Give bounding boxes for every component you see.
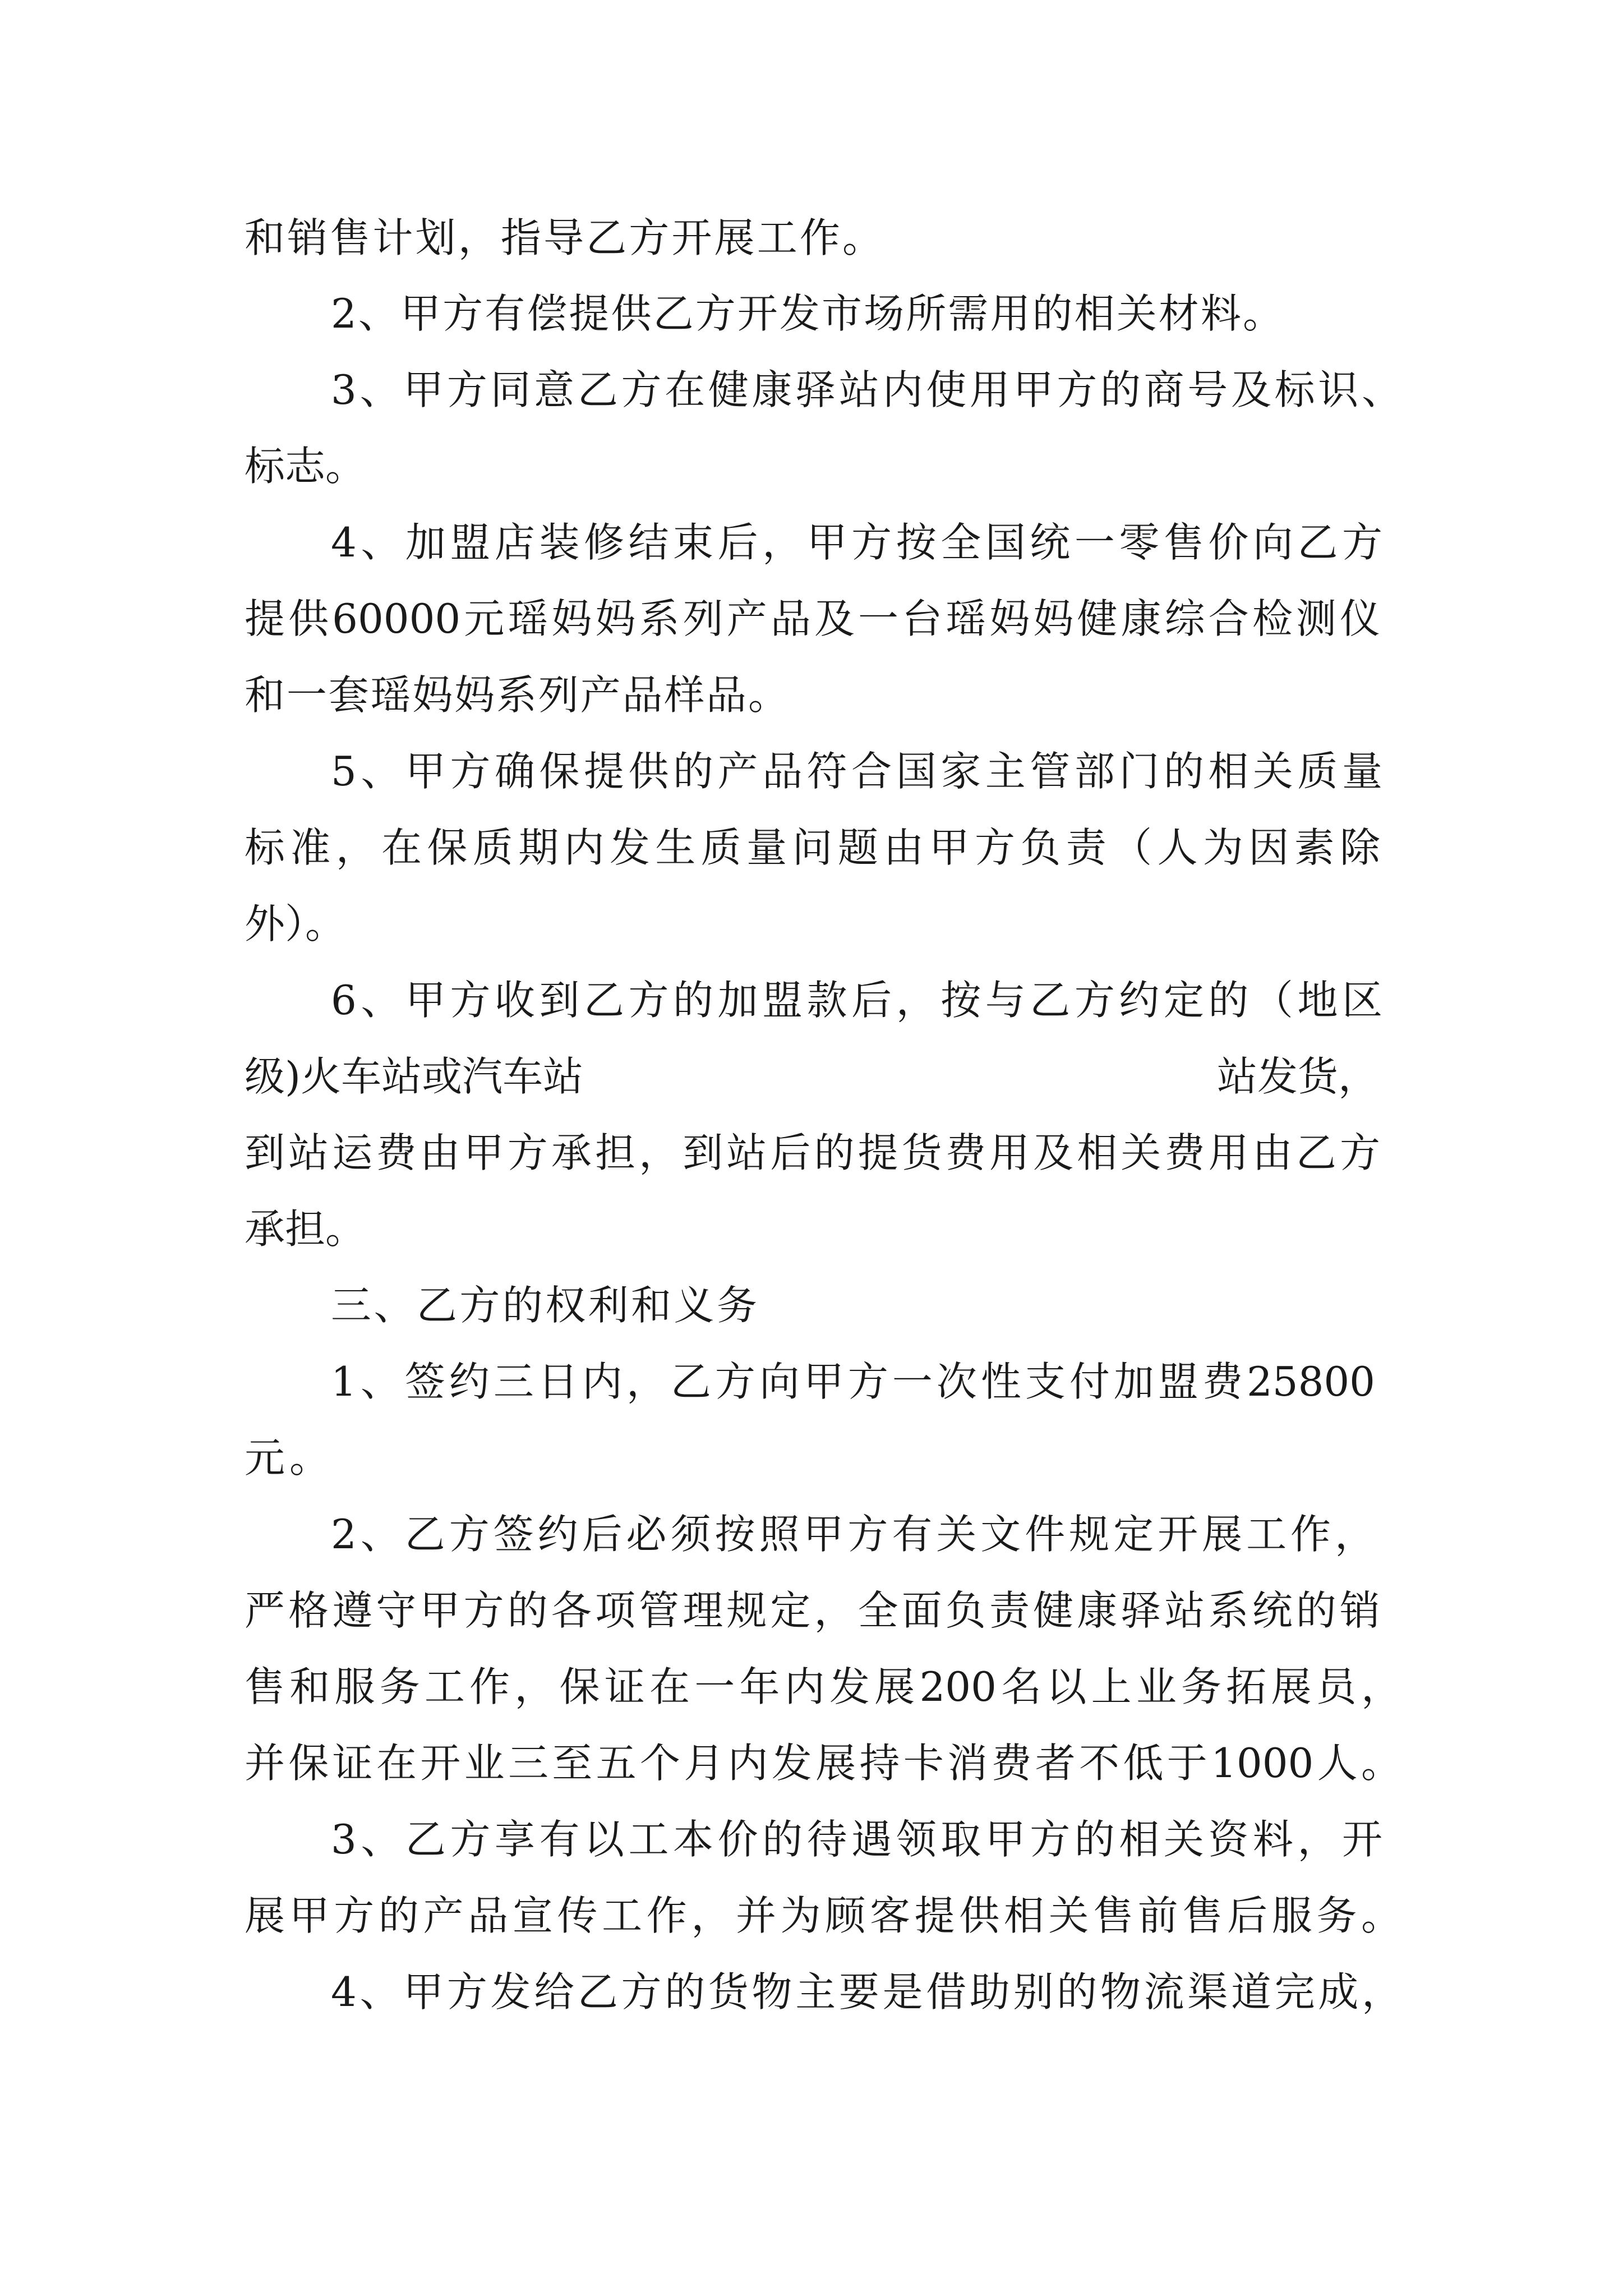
text-line: 外）。 [245,900,346,947]
text-line: 提供60000元瑶妈妈系列产品及一台瑶妈妈健康综合检测仪 [245,595,1380,642]
text-line: 5、甲方确保提供的产品符合国家主管部门的相关质量 [331,748,1382,795]
text-line: 元。 [245,1434,330,1481]
text-line: 4、加盟店装修结束后，甲方按全国统一零售价向乙方 [331,519,1382,566]
text-line: 售和服务工作，保证在一年内发展200名以上业务拓展员， [245,1663,1401,1710]
text-line: 和一套瑶妈妈系列产品样品。 [245,671,789,719]
text-line: 到站运费由甲方承担，到站后的提货费用及相关费用由乙方 [245,1129,1380,1176]
text-line: 2、甲方有偿提供乙方开发市场所需用的相关材料。 [331,290,1283,337]
text-line: 3、乙方享有以工本价的待遇领取甲方的相关资料，开 [331,1816,1382,1863]
text-line: 承担。 [245,1205,366,1253]
text-line: 标志。 [245,443,366,490]
text-line: 2、乙方签约后必须按照甲方有关文件规定开展工作， [331,1511,1375,1558]
text-line: 展甲方的产品宣传工作，并为顾客提供相关售前售后服务。 [245,1892,1401,1939]
text-line: 6、甲方收到乙方的加盟款后，按与乙方约定的（地区 [331,977,1382,1024]
text-line: 4、甲方发给乙方的货物主要是借助别的物流渠道完成， [331,1968,1402,2016]
text-line: 1、签约三日内，乙方向甲方一次性支付加盟费25800 [331,1358,1375,1405]
text-line: 3、甲方同意乙方在健康驿站内使用甲方的商号及标识、 [331,366,1402,413]
text-line: 和销售计划，指导乙方开展工作。 [245,214,883,261]
text-line: 级)火车站或汽车站 [245,1053,584,1100]
section-heading: 三、乙方的权利和义务 [331,1282,757,1329]
text-line: 严格遵守甲方的各项管理规定，全面负责健康驿站系统的销 [245,1587,1380,1634]
text-line: 标准，在保质期内发生质量问题由甲方负责（人为因素除 [245,824,1380,871]
text-line: 站发货， [1217,1053,1379,1100]
text-line: 并保证在开业三至五个月内发展持卡消费者不低于1000人。 [245,1740,1401,1787]
